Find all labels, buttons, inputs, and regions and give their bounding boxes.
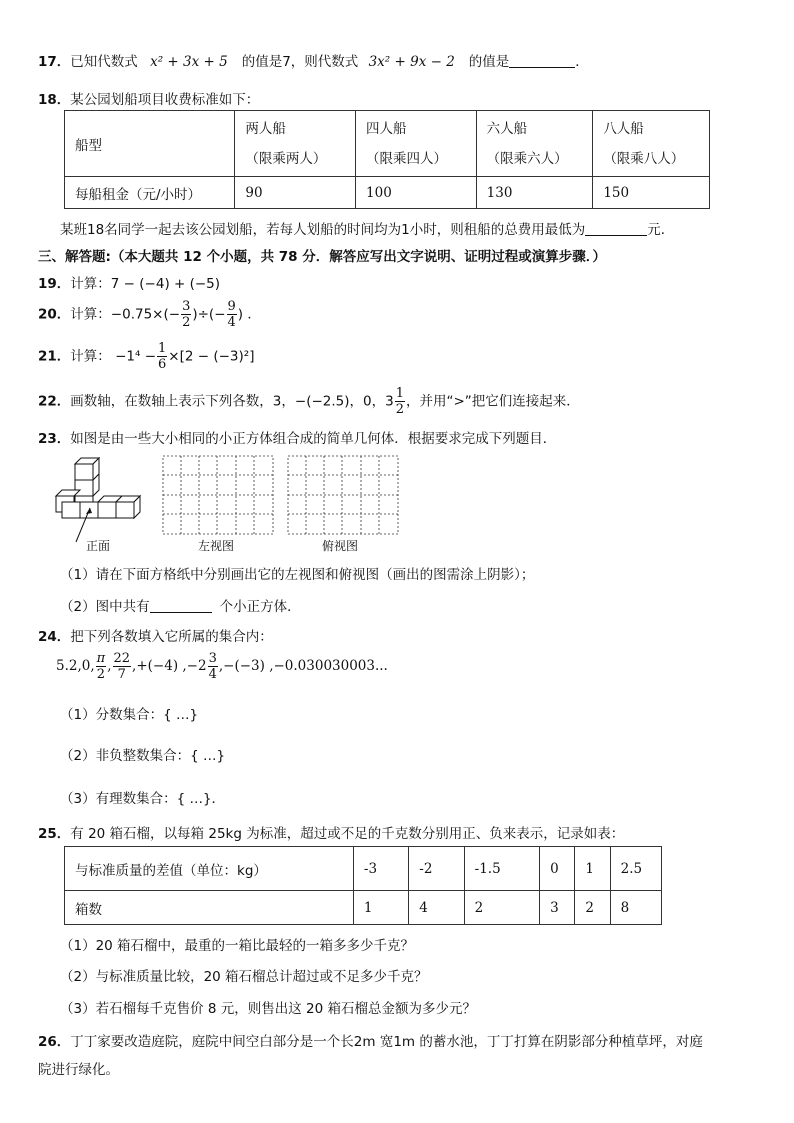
table-cell: 90	[235, 177, 356, 209]
cube-figure	[50, 450, 150, 550]
answer-blank[interactable]	[509, 53, 575, 68]
table-cell: 3	[540, 891, 575, 925]
question-26: 26．丁丁家要改造庭院，庭院中间空白部分是一个长2m 宽1m 的蓄水池，丁丁打算在阴影部分种植草坪，对庭	[38, 1034, 703, 1050]
question-25-part3: （3）若石榴每千克售价 8 元，则售出这 20 箱石榴总金额为多少元？	[60, 1001, 477, 1017]
question-25-part2: （2）与标准质量比较，20 箱石榴总计超过或不足多少千克？	[60, 969, 428, 985]
table-cell: 2	[575, 891, 610, 925]
answer-blank[interactable]	[150, 598, 212, 613]
question-19: 19．计算：7 − (−4) + (−5)	[38, 276, 221, 292]
table-cell: -1.5	[464, 847, 540, 891]
label-front: 正面	[86, 539, 111, 553]
table-cell: 4	[409, 891, 464, 925]
table-row-label: 与标准质量的差值（单位：kg）	[65, 847, 354, 891]
question-21: 21．计算： −1⁴ − $\frac{1}{6}$ ×[2 − (−3)²]	[38, 341, 255, 372]
answer-blank[interactable]	[585, 221, 647, 236]
set-fractions: （1）分数集合：{ …}	[60, 707, 199, 723]
table-header-cell: 船型	[65, 111, 235, 177]
pomegranate-table	[64, 846, 662, 925]
cube	[75, 480, 93, 496]
question-17: 17．已知代数式 x² + 3x + 5 的值是7，则代数式 3x² + 9x − 2 的值是 ．	[38, 54, 589, 70]
question-25: 25．有 20 箱石榴，以每箱 25kg 为标准，超过或不足的千克数分别用正、负来表示，记录如表：	[38, 826, 625, 842]
table-cell: -2	[409, 847, 464, 891]
table-cell: -3	[353, 847, 408, 891]
number-list: 5.2,0, $\frac{\pi}{2}$ , $\frac{22}{7}$ ,+(−4) ,−2 $\frac{3}{4}$ ,−(−3) ,−0.030030003...	[56, 651, 388, 682]
expression-2: 3x² + 9x − 2	[368, 54, 455, 70]
cube	[62, 502, 80, 518]
question-18-text: 某班18名同学一起去该公园划船，若每人划船的时间均为1小时，则租船的总费用最低为 元．	[60, 222, 675, 238]
table-cell: 2.5	[610, 847, 661, 891]
cube	[116, 502, 134, 518]
label-top-view: 俯视图	[322, 539, 359, 553]
boat-price-table	[64, 110, 710, 209]
table-header-cell: 两人船 （限乘两人）	[235, 111, 356, 177]
table-cell: 8	[610, 891, 661, 925]
table-cell: 2	[464, 891, 540, 925]
question-23-part1: （1）请在下面方格纸中分别画出它的左视图和俯视图（画出的图需涂上阴影）；	[60, 567, 535, 583]
expression-1: x² + 3x + 5	[150, 54, 228, 70]
table-header-cell: 六人船 （限乘六人）	[476, 111, 593, 177]
question-25-part1: （1）20 箱石榴中，最重的一箱比最轻的一箱多多少千克？	[60, 938, 415, 954]
table-row-label: 箱数	[65, 891, 354, 925]
set-rationals: （3）有理数集合：{ …}．	[60, 791, 226, 807]
question-23-part2: （2）图中共有 个小正方体．	[60, 599, 301, 615]
section-heading: 三、解答题:（本大题共 12 个小题，共 78 分．解答应写出文字说明、证明过程或演算步骤．）	[38, 249, 607, 265]
cube	[98, 502, 116, 518]
question-24: 24．把下列各数填入它所属的集合内：	[38, 629, 273, 645]
table-cell: 130	[476, 177, 593, 209]
left-view-grid[interactable]	[162, 455, 274, 535]
table-cell: 100	[356, 177, 477, 209]
question-22: 22．画数轴，在数轴上表示下列各数，3，−(−2.5)，0，3 $\frac{1}{2}$ ，并用“>”把它们连接起来．	[38, 386, 580, 417]
question-23: 23．如图是由一些大小相同的小正方体组合成的简单几何体．根据要求完成下列题目．	[38, 431, 557, 447]
set-nonneg-integers: （2）非负整数集合：{ …}	[60, 748, 226, 764]
table-cell: 1	[353, 891, 408, 925]
label-left-view: 左视图	[198, 539, 235, 553]
table-row-label: 每船租金（元/小时）	[65, 177, 235, 209]
table-header-cell: 四人船 （限乘四人）	[356, 111, 477, 177]
question-18: 18．某公园划船项目收费标准如下：	[38, 92, 260, 108]
question-20: 20．计算：−0.75×(− $\frac{3}{2}$ )÷(− $\frac{9}{4}$ ) ．	[38, 299, 261, 330]
table-cell: 150	[593, 177, 710, 209]
table-header-cell: 八人船 （限乘八人）	[593, 111, 710, 177]
table-cell: 1	[575, 847, 610, 891]
top-view-grid[interactable]	[287, 455, 399, 535]
cube	[75, 464, 93, 480]
table-cell: 0	[540, 847, 575, 891]
question-26-line2: 院进行绿化。	[38, 1062, 119, 1078]
